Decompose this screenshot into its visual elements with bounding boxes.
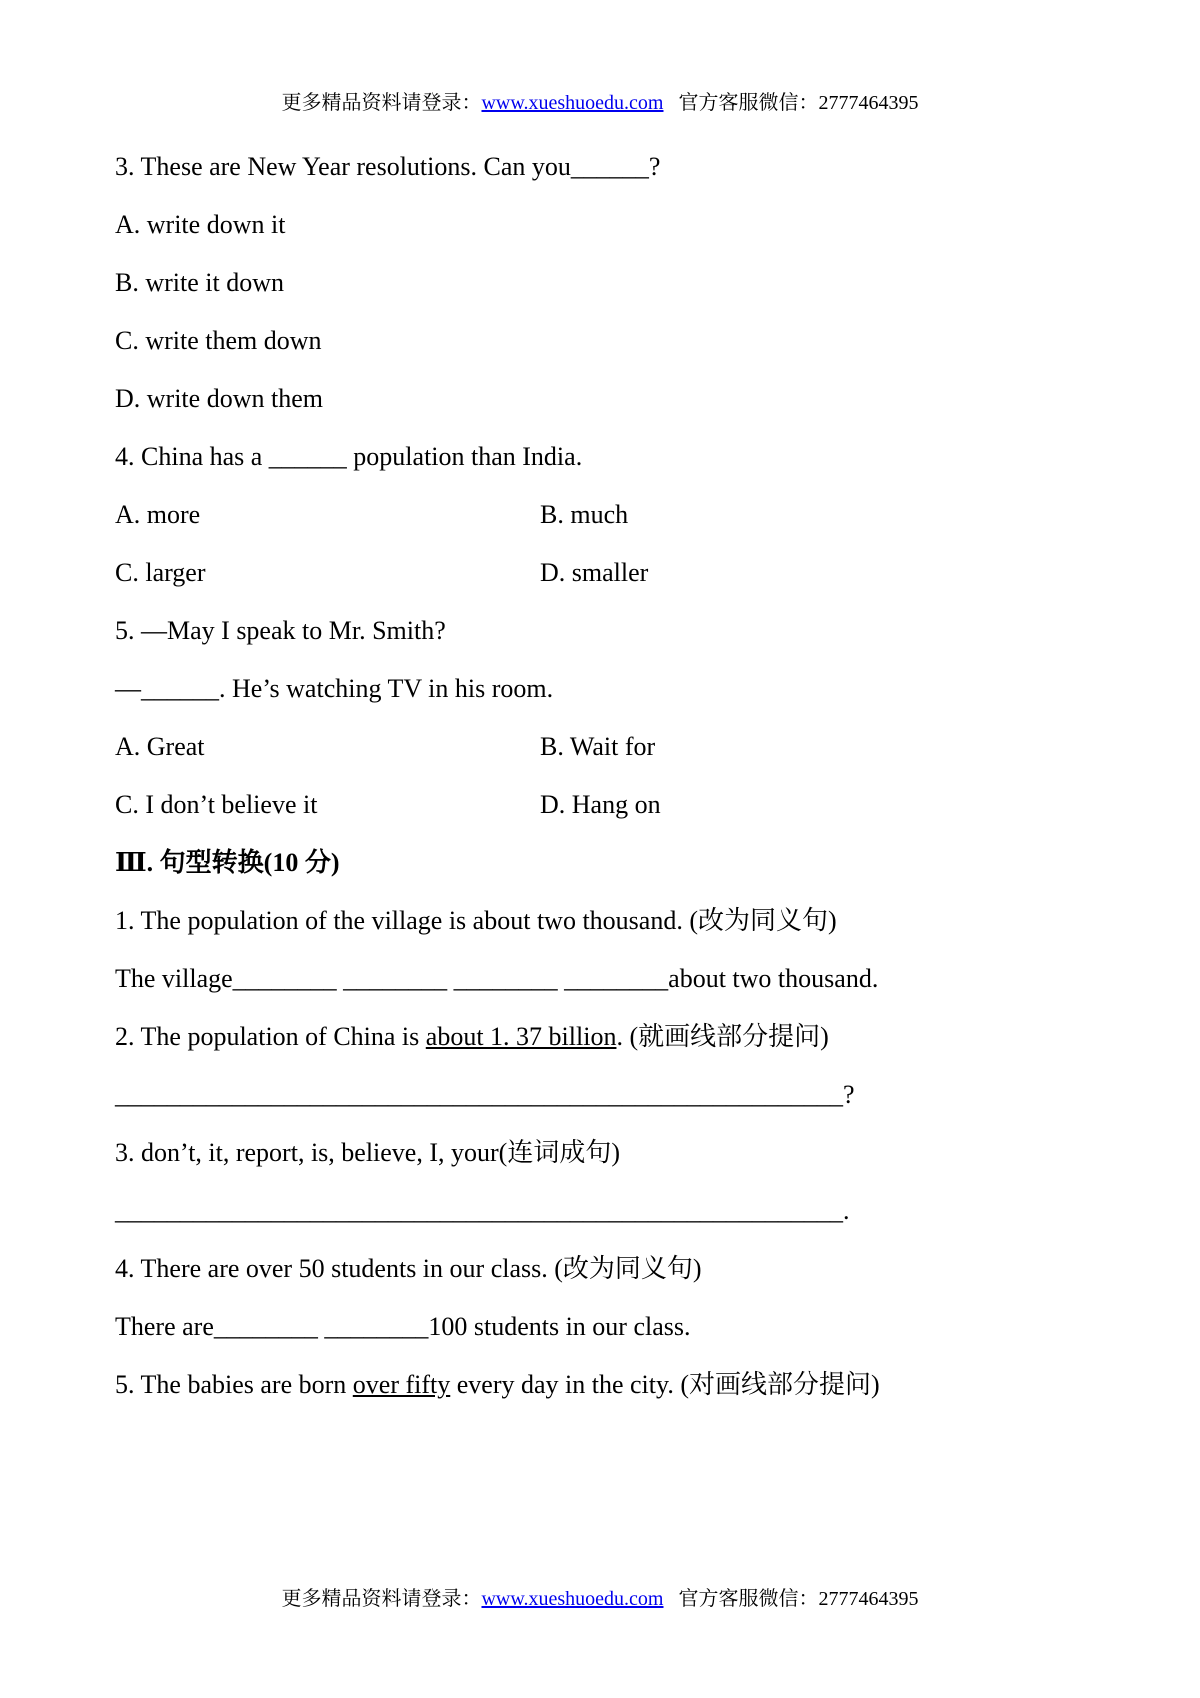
q5-option-b: B. Wait for [540, 732, 656, 761]
footer-website-link[interactable]: www.xueshuoedu.com [481, 1588, 664, 1610]
s3-item2-answer-line: ________________________________________________________? [115, 1080, 855, 1109]
header-prefix: 更多精品资料请登录： [281, 92, 482, 114]
s3-item2-post: . (就画线部分提问) [616, 1022, 829, 1051]
s3-item4-stem: 4. There are over 50 students in our class. (改为同义句) [115, 1254, 702, 1283]
q4-option-b: B. much [540, 500, 629, 529]
s3-item5-stem [115, 1370, 880, 1400]
s3-item1-answer-line: The village________ ________ ________ ________about two thousand. [115, 964, 879, 993]
q5-option-a: A. Great [115, 732, 205, 761]
q3-option-c: C. write them down [115, 326, 322, 355]
footer-wechat: 官方客服微信：2777464395 [663, 1588, 919, 1610]
q5-option-d: D. Hang on [540, 790, 661, 819]
s3-item5-post: every day in the city. (对画线部分提问) [450, 1370, 880, 1399]
q5-option-c: C. I don’t believe it [115, 790, 318, 819]
s3-item3-answer-line: ________________________________________________________. [115, 1196, 850, 1225]
s3-item4-answer-line: There are________ ________100 students in our class. [115, 1312, 691, 1341]
s3-item3-stem: 3. don’t, it, report, is, believe, I, your(连词成句) [115, 1138, 620, 1167]
footer-prefix: 更多精品资料请登录： [281, 1588, 482, 1610]
q4-option-d: D. smaller [540, 558, 649, 587]
q3-option-a: A. write down it [115, 210, 286, 239]
header-wechat: 官方客服微信：2777464395 [663, 92, 919, 114]
q3-option-d: D. write down them [115, 384, 323, 413]
s3-item5-pre: 5. The babies are born [115, 1370, 353, 1399]
q5-reply: —______. He’s watching TV in his room. [115, 674, 554, 703]
s3-item2-pre: 2. The population of China is [115, 1022, 426, 1051]
q3-option-b: B. write it down [115, 268, 284, 297]
section-3-heading: Ⅲ. 句型转换(10 分) [115, 848, 340, 877]
q4-option-c: C. larger [115, 558, 206, 587]
s3-item5-underlined: over fifty [352, 1370, 451, 1399]
header-website-link[interactable]: www.xueshuoedu.com [481, 92, 664, 114]
page-footer [0, 1582, 1200, 1611]
s3-item2-stem [115, 1022, 829, 1052]
q5-stem: 5. —May I speak to Mr. Smith? [115, 616, 446, 645]
q4-stem: 4. China has a ______ population than India. [115, 442, 583, 471]
s3-item1-stem: 1. The population of the village is about two thousand. (改为同义句) [115, 906, 837, 935]
page-header [0, 86, 1200, 115]
q3-stem: 3. These are New Year resolutions. Can you______? [115, 152, 661, 181]
q4-option-a: A. more [115, 500, 201, 529]
s3-item2-underlined: about 1. 37 billion [425, 1022, 617, 1051]
